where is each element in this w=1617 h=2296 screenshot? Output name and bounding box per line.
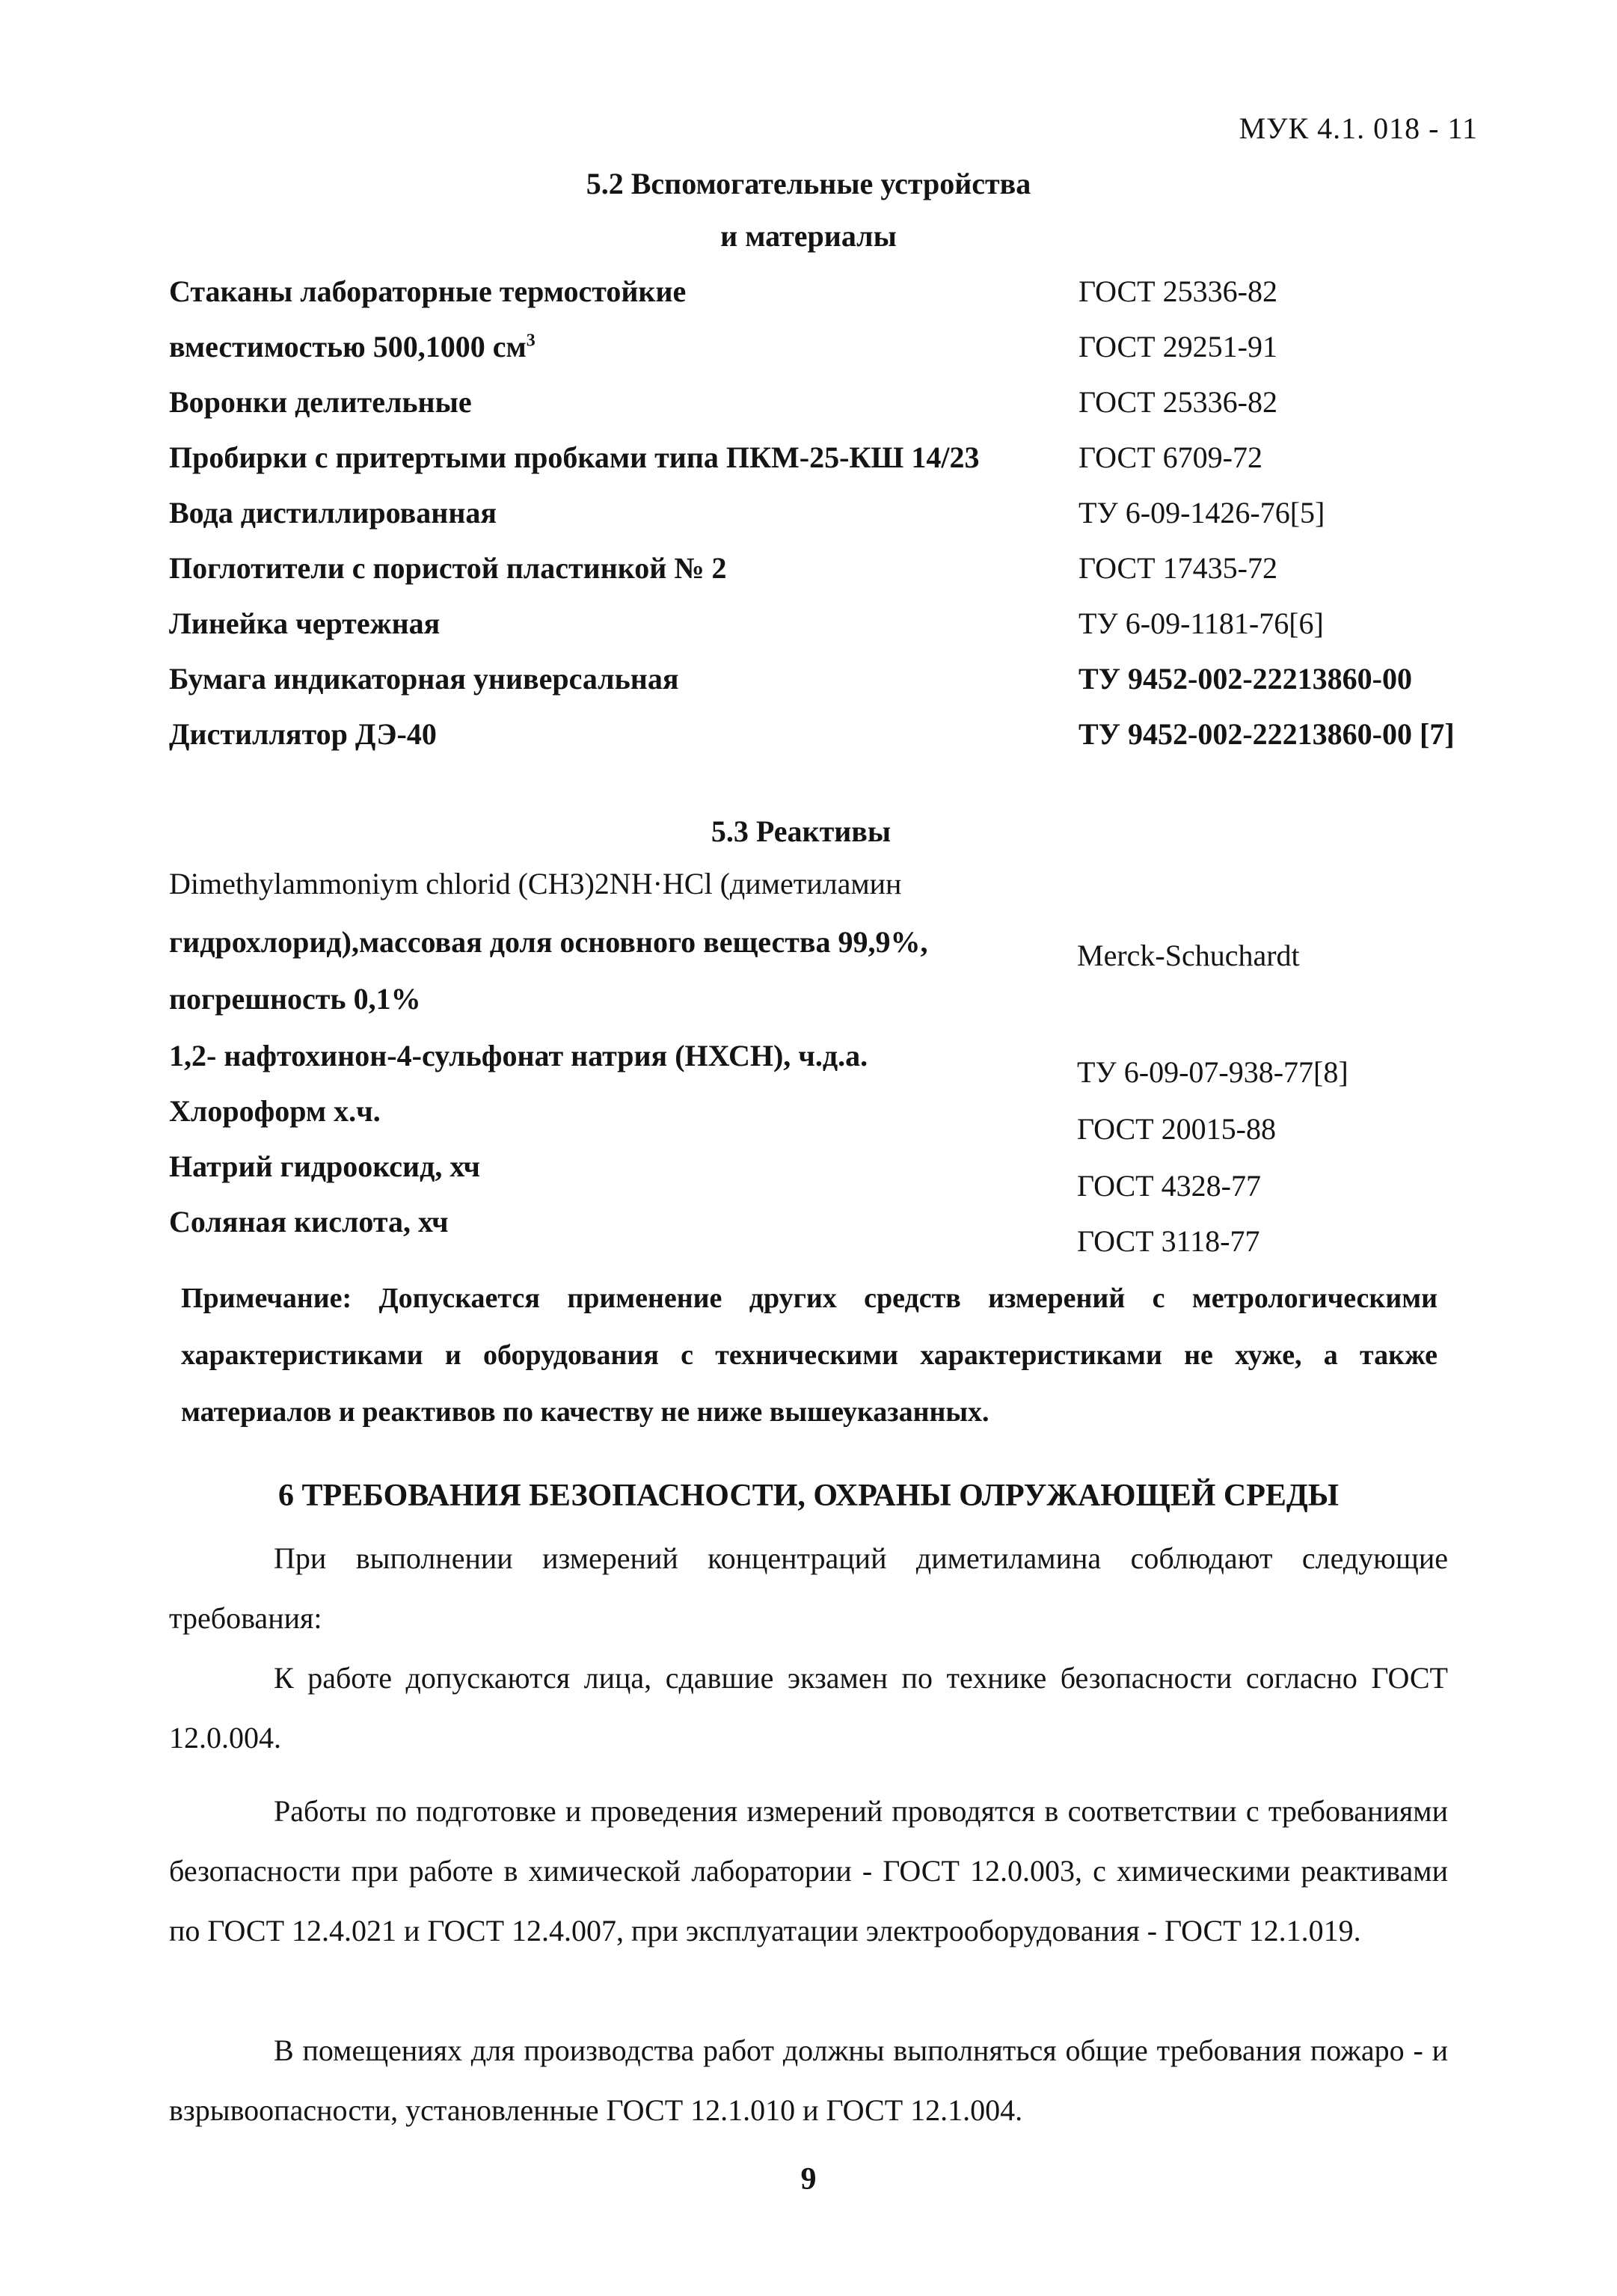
equipment-row: [169, 329, 1485, 381]
reagent-line: Dimethylammoniym chlorid (CH3)2NH·HCl (диметиламин: [169, 867, 902, 900]
reagent-line: 1,2- нафтохинон-4-сульфонат натрия (НХСН), ч.д.а.: [169, 1039, 868, 1072]
section-5-3-title: 5.3 Реактивы: [711, 814, 892, 848]
reagent-standard: ГОСТ 4328-77: [1077, 1169, 1261, 1203]
section-5-2-title-line2: и материалы: [720, 219, 897, 253]
reagent-standard: Merck-Schuchardt: [1077, 939, 1300, 972]
paragraph: К работе допускаются лица, сдавшие экзамен по технике безопасности согласно ГОСТ 12.0.004.: [169, 1661, 1448, 1755]
equipment-name: Поглотители с пористой пластинкой № 2: [169, 551, 727, 585]
superscript: 3: [526, 331, 536, 351]
paragraph: В помещениях для производства работ должны выполняться общие требования пожаро - и взрывоопасности, установленные ГОСТ 12.1.010 и ГОСТ 12.1.004.: [169, 2033, 1448, 2127]
equipment-row: [169, 384, 1485, 437]
equipment-standard: ГОСТ 25336-82: [1078, 274, 1277, 308]
equipment-name: Вода дистиллированная: [169, 496, 497, 530]
equipment-standard: ГОСТ 6709-72: [1078, 441, 1262, 474]
equipment-name: Дистиллятор ДЭ-40: [169, 717, 437, 751]
equipment-name: Воронки делительные: [169, 385, 472, 419]
paragraph: При выполнении измерений концентраций диметиламина соблюдают следующие требования:: [169, 1541, 1448, 1635]
section-6-heading: 6 ТРЕБОВАНИЯ БЕЗОПАСНОСТИ, ОХРАНЫ ОЛРУЖАЮЩЕЙ СРЕДЫ: [277, 1479, 1340, 1513]
reagent-standard: ТУ 6-09-07-938-77[8]: [1077, 1055, 1348, 1089]
equipment-standard: ТУ 9452-002-22213860-00: [1078, 662, 1412, 696]
equipment-row: [169, 274, 1485, 326]
equipment-standard: ГОСТ 17435-72: [1078, 551, 1277, 585]
document-code: МУК 4.1. 018 - 11: [1239, 111, 1478, 145]
equipment-name: вместимостью 500,1000 $см^3$: [169, 330, 536, 363]
reagent-standard: ГОСТ 20015-88: [1077, 1112, 1276, 1146]
reagent-line: Натрий гидрооксид, хч: [169, 1149, 480, 1183]
equipment-row: [169, 495, 1485, 547]
reagent-line: гидрохлорид),массовая доля основного вещества 99,9%,: [169, 925, 928, 959]
equipment-standard: ТУ 6-09-1181-76[6]: [1078, 607, 1324, 640]
equipment-standard: ГОСТ 29251-91: [1078, 330, 1277, 363]
equipment-standard: ГОСТ 25336-82: [1078, 385, 1277, 419]
paragraph: Работы по подготовке и проведения измерений проводятся в соответствии с требованиями безопасности при работе в химической лаборатории - ГОСТ 12.0.003, с химическими реактивами по ГОСТ 12.4.021 и ГОСТ 12.4.007, при эксплуатации электрооборудования - ГОСТ 12.1.019.: [169, 1794, 1448, 1947]
equipment-row: [169, 550, 1485, 603]
equipment-name: Линейка чертежная: [169, 607, 441, 640]
equipment-row: [169, 606, 1485, 658]
equipment-name: Стаканы лабораторные термостойкие: [169, 274, 687, 308]
equipment-standard: ТУ 6-09-1426-76[5]: [1078, 496, 1325, 530]
reagent-standard: ГОСТ 3118-77: [1077, 1224, 1260, 1258]
page-number: 9: [800, 2162, 817, 2197]
equipment-row: [169, 716, 1485, 769]
equipment-row: [169, 440, 1485, 492]
reagent-line: погрешность 0,1%: [169, 982, 421, 1016]
section-5-2-title-line1: 5.2 Вспомогательные устройства: [586, 167, 1031, 200]
equipment-row: [169, 661, 1485, 713]
equipment-name: Пробирки с притертыми пробками типа ПКМ-25-КШ 14/23: [169, 441, 980, 474]
equipment-name: Бумага индикаторная универсальная: [169, 662, 679, 696]
reagent-line: Соляная кислота, хч: [169, 1205, 449, 1238]
reagent-line: Хлороформ х.ч.: [169, 1094, 381, 1128]
note-paragraph: Примечание: Допускается применение других средств измерений с метрологическими характеристиками и оборудования с техническими характеристиками не хуже, а также материалов и реактивов по качеству не ниже вышеуказанных.: [181, 1283, 1437, 1428]
equipment-standard: ТУ 9452-002-22213860-00 [7]: [1078, 717, 1455, 751]
